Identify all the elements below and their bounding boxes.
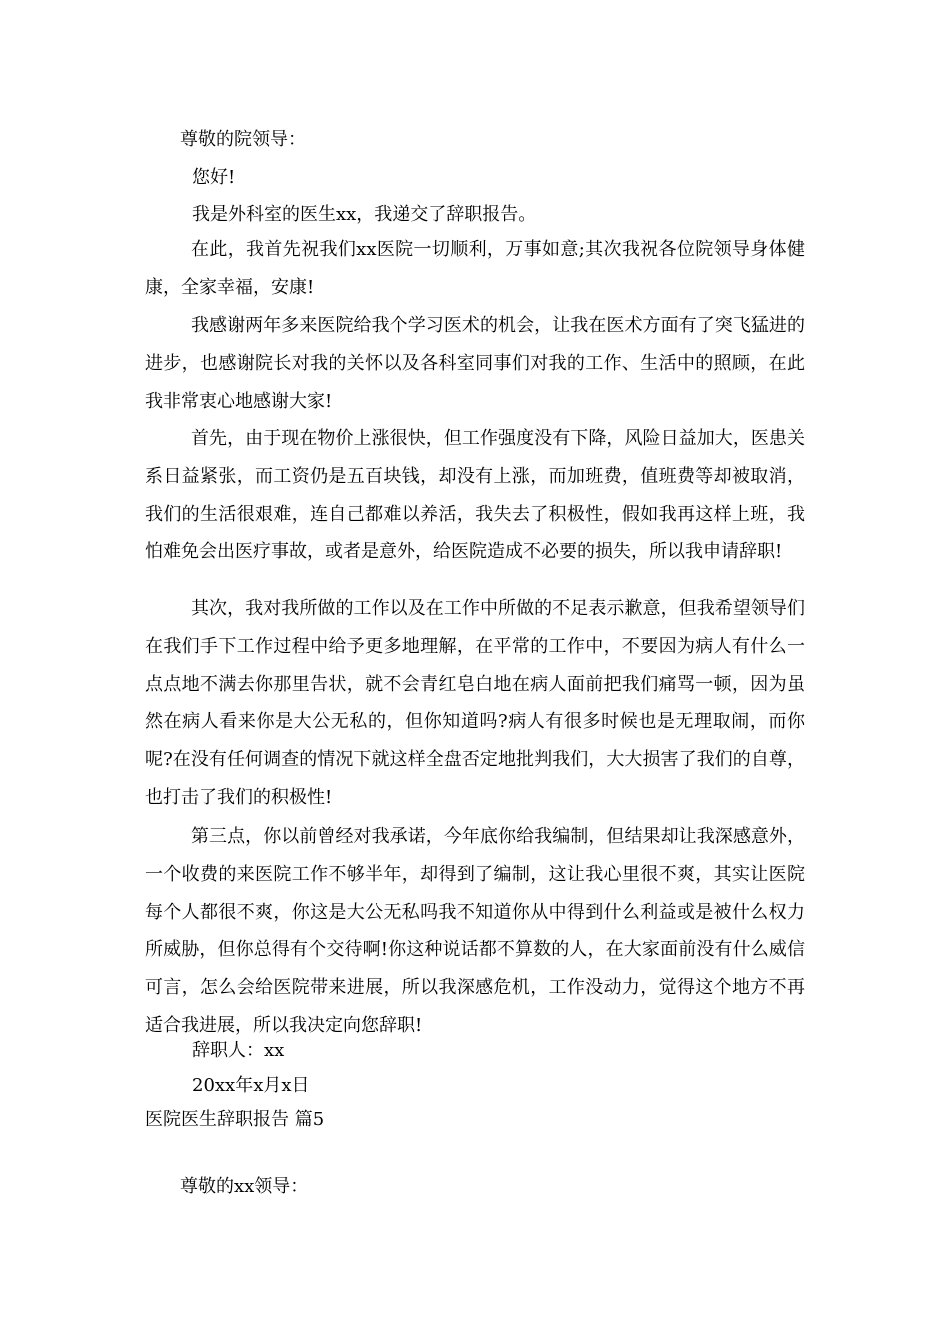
salutation: 尊敬的院领导： (180, 129, 306, 150)
paragraph-reason-1: 首先，由于现在物价上涨很快，但工作强度没有下降，风险日益加大，医患关系日益紧张，而工资仍是五百块钱，却没有上涨，而加班费，值班费等却被取消，我们的生活很艰难，连自己都难以养活，我失去了积极性，假如我再这样上班，我怕难免会出医疗事故，或者是意外，给医院造成不必要的损失，所以我申请辞职! (145, 428, 805, 563)
paragraph-wishes: 在此，我首先祝我们xx医院一切顺利，万事如意;其次我祝各位院领导身体健康，全家幸福，安康! (145, 239, 805, 298)
salutation-2: 尊敬的xx领导： (180, 1176, 309, 1197)
section-title: 医院医生辞职报告 篇5 (145, 1109, 325, 1130)
paragraph-reason-3: 第三点，你以前曾经对我承诺，今年底你给我编制，但结果却让我深感意外，一个收费的来医院工作不够半年，却得到了编制，这让我心里很不爽，其实让医院每个人都很不爽，你这是大公无私吗我不知道你从中得到什么利益或是被什么权力所威胁，但你总得有个交待啊!你这种说话都不算数的人，在大家面前没有什么威信可言，怎么会给医院带来进展，所以我深感危机，工作没动力，觉得这个地方不再适合我进展，所以我决定向您辞职! (145, 826, 805, 1036)
date: 20xx年x月x日 (192, 1075, 310, 1096)
intro-line: 我是外科室的医生xx，我递交了辞职报告。 (192, 204, 537, 225)
paragraph-thanks: 我感谢两年多来医院给我个学习医术的机会，让我在医术方面有了突飞猛进的进步，也感谢院长对我的关怀以及各科室同事们对我的工作、生活中的照顾，在此我非常衷心地感谢大家! (145, 315, 805, 412)
greeting: 您好! (192, 167, 236, 188)
paragraph-reason-2: 其次，我对我所做的工作以及在工作中所做的不足表示歉意，但我希望领导们在我们手下工作过程中给予更多地理解，在平常的工作中，不要因为病人有什么一点点地不满去你那里告状，就不会青红皂白地在病人面前把我们痛骂一顿，因为虽然在病人看来你是大公无私的，但你知道吗?病人有很多时候也是无理取闹，而你呢?在没有任何调查的情况下就这样全盘否定地批判我们，大大损害了我们的自尊，也打击了我们的积极性! (145, 598, 805, 808)
signer: 辞职人：xx (192, 1040, 285, 1061)
